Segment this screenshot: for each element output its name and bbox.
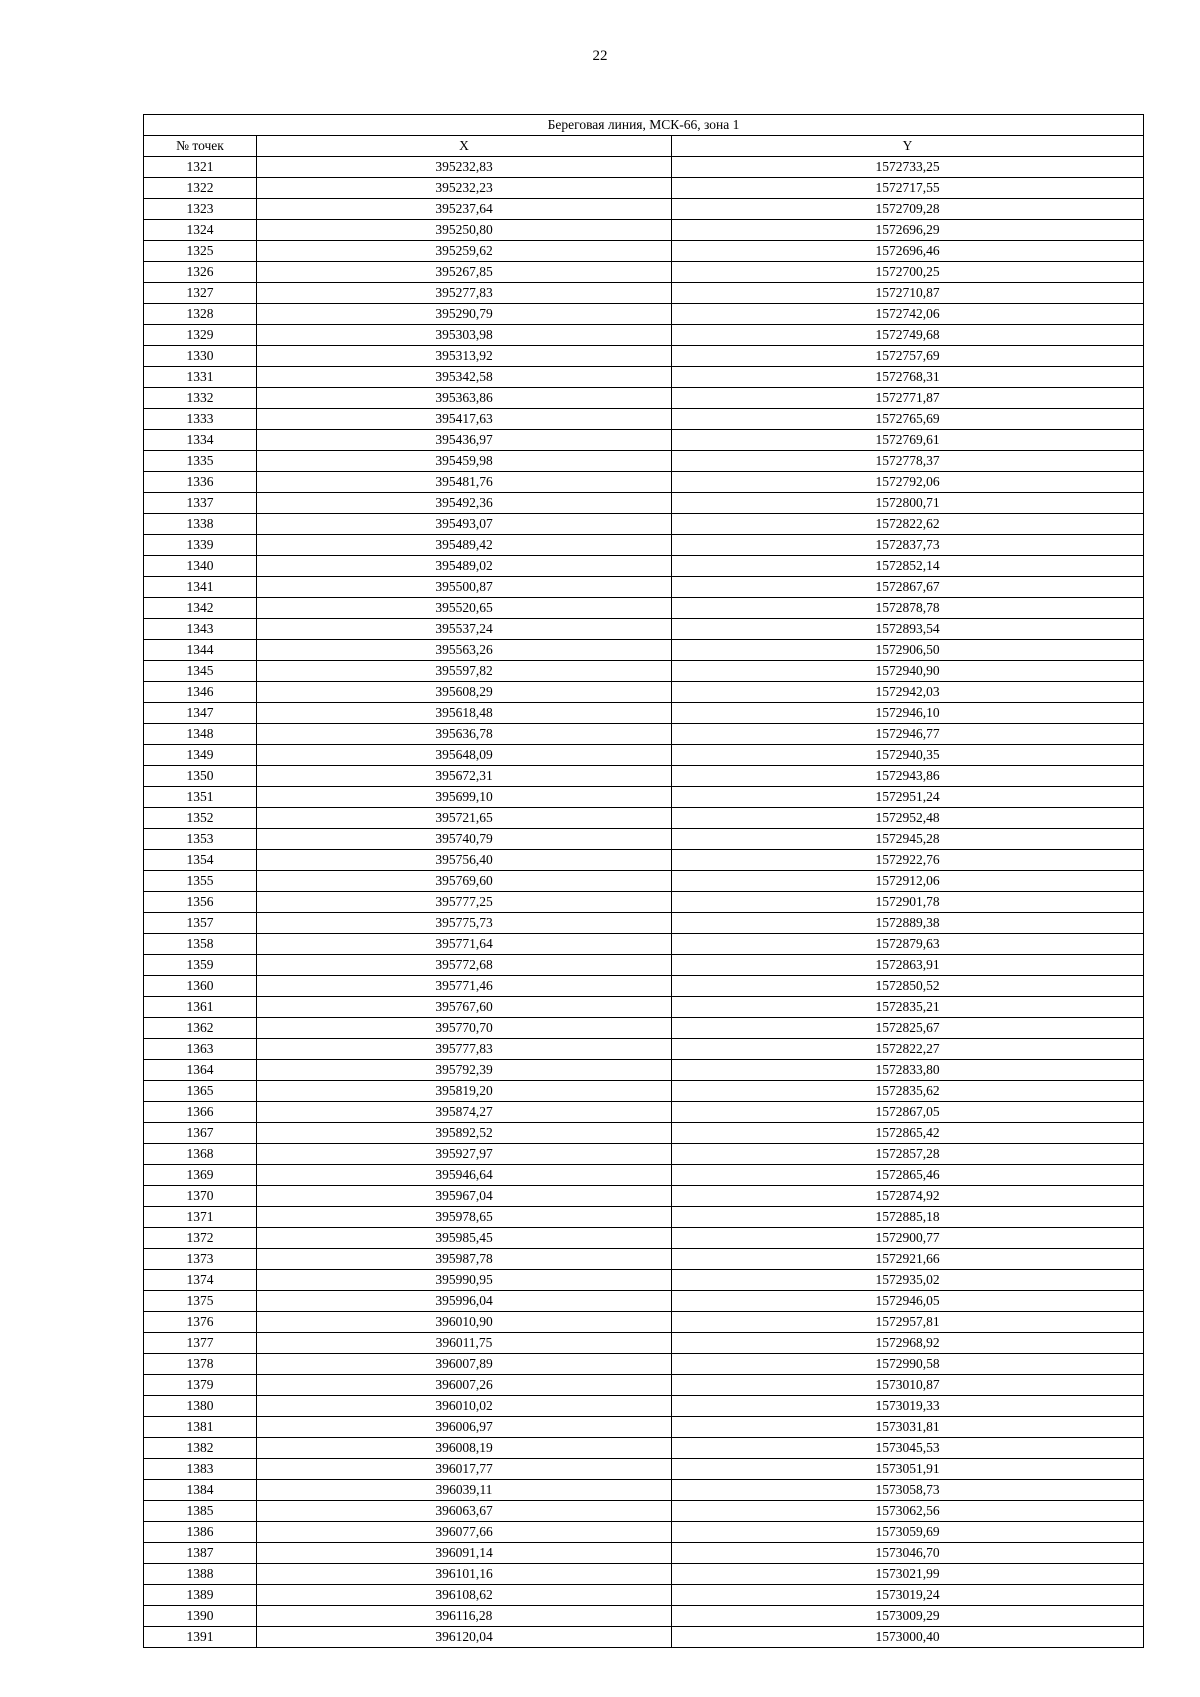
y-cell: 1572792,06	[672, 472, 1144, 493]
table-title-row	[144, 115, 1144, 136]
point-number-cell: 1352	[144, 808, 257, 829]
point-number-cell: 1324	[144, 220, 257, 241]
x-cell: 396101,16	[257, 1564, 672, 1585]
y-cell: 1572912,06	[672, 871, 1144, 892]
table-row	[144, 850, 1144, 871]
point-number-cell: 1363	[144, 1039, 257, 1060]
y-cell: 1572768,31	[672, 367, 1144, 388]
table-row	[144, 1480, 1144, 1501]
point-number-cell: 1358	[144, 934, 257, 955]
point-number-cell: 1368	[144, 1144, 257, 1165]
table-row	[144, 1081, 1144, 1102]
point-number-cell: 1344	[144, 640, 257, 661]
x-cell: 395618,48	[257, 703, 672, 724]
x-cell: 395493,07	[257, 514, 672, 535]
x-cell: 396091,14	[257, 1543, 672, 1564]
x-cell: 395267,85	[257, 262, 672, 283]
y-cell: 1572990,58	[672, 1354, 1144, 1375]
point-number-cell: 1330	[144, 346, 257, 367]
point-number-cell: 1333	[144, 409, 257, 430]
x-cell: 395772,68	[257, 955, 672, 976]
x-cell: 395417,63	[257, 409, 672, 430]
x-cell: 395721,65	[257, 808, 672, 829]
table-row	[144, 892, 1144, 913]
table-row	[144, 661, 1144, 682]
point-number-cell: 1386	[144, 1522, 257, 1543]
table-row	[144, 472, 1144, 493]
y-cell: 1572893,54	[672, 619, 1144, 640]
table-row	[144, 409, 1144, 430]
point-number-cell: 1336	[144, 472, 257, 493]
point-number-cell: 1390	[144, 1606, 257, 1627]
point-number-cell: 1328	[144, 304, 257, 325]
table-row	[144, 1102, 1144, 1123]
y-cell: 1572833,80	[672, 1060, 1144, 1081]
point-number-cell: 1346	[144, 682, 257, 703]
y-cell: 1573009,29	[672, 1606, 1144, 1627]
y-cell: 1572867,05	[672, 1102, 1144, 1123]
point-number-cell: 1359	[144, 955, 257, 976]
y-cell: 1573010,87	[672, 1375, 1144, 1396]
table-row	[144, 640, 1144, 661]
x-cell: 395489,02	[257, 556, 672, 577]
point-number-cell: 1365	[144, 1081, 257, 1102]
point-number-cell: 1378	[144, 1354, 257, 1375]
header-x: X	[257, 136, 672, 157]
table-row	[144, 262, 1144, 283]
x-cell: 395608,29	[257, 682, 672, 703]
table-row	[144, 1228, 1144, 1249]
x-cell: 395892,52	[257, 1123, 672, 1144]
y-cell: 1572733,25	[672, 157, 1144, 178]
table-body	[144, 157, 1144, 1648]
point-number-cell: 1377	[144, 1333, 257, 1354]
x-cell: 396120,04	[257, 1627, 672, 1648]
x-cell: 395967,04	[257, 1186, 672, 1207]
table-row	[144, 178, 1144, 199]
point-number-cell: 1370	[144, 1186, 257, 1207]
x-cell: 395927,97	[257, 1144, 672, 1165]
x-cell: 395792,39	[257, 1060, 672, 1081]
table-row	[144, 220, 1144, 241]
y-cell: 1572922,76	[672, 850, 1144, 871]
y-cell: 1572850,52	[672, 976, 1144, 997]
point-number-cell: 1327	[144, 283, 257, 304]
x-cell: 396017,77	[257, 1459, 672, 1480]
table-row	[144, 1018, 1144, 1039]
point-number-cell: 1360	[144, 976, 257, 997]
table-row	[144, 766, 1144, 787]
x-cell: 395363,86	[257, 388, 672, 409]
point-number-cell: 1331	[144, 367, 257, 388]
x-cell: 395597,82	[257, 661, 672, 682]
point-number-cell: 1325	[144, 241, 257, 262]
y-cell: 1572696,46	[672, 241, 1144, 262]
y-cell: 1572874,92	[672, 1186, 1144, 1207]
point-number-cell: 1379	[144, 1375, 257, 1396]
x-cell: 395436,97	[257, 430, 672, 451]
point-number-cell: 1373	[144, 1249, 257, 1270]
x-cell: 395771,46	[257, 976, 672, 997]
point-number-cell: 1364	[144, 1060, 257, 1081]
y-cell: 1572946,77	[672, 724, 1144, 745]
point-number-cell: 1380	[144, 1396, 257, 1417]
point-number-cell: 1350	[144, 766, 257, 787]
x-cell: 396077,66	[257, 1522, 672, 1543]
y-cell: 1572946,10	[672, 703, 1144, 724]
table-row	[144, 1396, 1144, 1417]
x-cell: 395987,78	[257, 1249, 672, 1270]
y-cell: 1572951,24	[672, 787, 1144, 808]
x-cell: 395481,76	[257, 472, 672, 493]
table-row	[144, 493, 1144, 514]
y-cell: 1572867,67	[672, 577, 1144, 598]
y-cell: 1572885,18	[672, 1207, 1144, 1228]
point-number-cell: 1326	[144, 262, 257, 283]
x-cell: 395459,98	[257, 451, 672, 472]
y-cell: 1572952,48	[672, 808, 1144, 829]
point-number-cell: 1348	[144, 724, 257, 745]
y-cell: 1573058,73	[672, 1480, 1144, 1501]
table-row	[144, 1270, 1144, 1291]
page-number: 22	[592, 48, 608, 64]
x-cell: 395259,62	[257, 241, 672, 262]
table-row	[144, 1354, 1144, 1375]
y-cell: 1572879,63	[672, 934, 1144, 955]
y-cell: 1573031,81	[672, 1417, 1144, 1438]
y-cell: 1572835,21	[672, 997, 1144, 1018]
y-cell: 1572742,06	[672, 304, 1144, 325]
point-number-cell: 1388	[144, 1564, 257, 1585]
table-row	[144, 871, 1144, 892]
point-number-cell: 1374	[144, 1270, 257, 1291]
y-cell: 1572800,71	[672, 493, 1144, 514]
y-cell: 1573019,24	[672, 1585, 1144, 1606]
y-cell: 1572946,05	[672, 1291, 1144, 1312]
y-cell: 1572765,69	[672, 409, 1144, 430]
point-number-cell: 1389	[144, 1585, 257, 1606]
x-cell: 395771,64	[257, 934, 672, 955]
x-cell: 396010,02	[257, 1396, 672, 1417]
table-row	[144, 1123, 1144, 1144]
coordinates-table	[143, 114, 1144, 1648]
table-row	[144, 430, 1144, 451]
point-number-cell: 1356	[144, 892, 257, 913]
y-cell: 1572942,03	[672, 682, 1144, 703]
x-cell: 396108,62	[257, 1585, 672, 1606]
point-number-cell: 1347	[144, 703, 257, 724]
table-row	[144, 1039, 1144, 1060]
table-row	[144, 283, 1144, 304]
x-cell: 395232,83	[257, 157, 672, 178]
table-row	[144, 1186, 1144, 1207]
table-row	[144, 808, 1144, 829]
table-row	[144, 787, 1144, 808]
x-cell: 395648,09	[257, 745, 672, 766]
table-row	[144, 1165, 1144, 1186]
y-cell: 1572710,87	[672, 283, 1144, 304]
y-cell: 1572822,62	[672, 514, 1144, 535]
x-cell: 395769,60	[257, 871, 672, 892]
x-cell: 395777,25	[257, 892, 672, 913]
x-cell: 395996,04	[257, 1291, 672, 1312]
x-cell: 396008,19	[257, 1438, 672, 1459]
point-number-cell: 1371	[144, 1207, 257, 1228]
point-number-cell: 1353	[144, 829, 257, 850]
x-cell: 395232,23	[257, 178, 672, 199]
point-number-cell: 1337	[144, 493, 257, 514]
x-cell: 396116,28	[257, 1606, 672, 1627]
y-cell: 1572837,73	[672, 535, 1144, 556]
y-cell: 1572825,67	[672, 1018, 1144, 1039]
point-number-cell: 1340	[144, 556, 257, 577]
point-number-cell: 1391	[144, 1627, 257, 1648]
y-cell: 1572957,81	[672, 1312, 1144, 1333]
table-row	[144, 619, 1144, 640]
y-cell: 1572901,78	[672, 892, 1144, 913]
table-row	[144, 934, 1144, 955]
table-row	[144, 1606, 1144, 1627]
x-cell: 395492,36	[257, 493, 672, 514]
table-row	[144, 829, 1144, 850]
table-row	[144, 1375, 1144, 1396]
point-number-cell: 1354	[144, 850, 257, 871]
table-header-row	[144, 136, 1144, 157]
y-cell: 1572852,14	[672, 556, 1144, 577]
y-cell: 1573046,70	[672, 1543, 1144, 1564]
y-cell: 1573051,91	[672, 1459, 1144, 1480]
y-cell: 1573045,53	[672, 1438, 1144, 1459]
table-row	[144, 577, 1144, 598]
x-cell: 395500,87	[257, 577, 672, 598]
y-cell: 1572863,91	[672, 955, 1144, 976]
table-row	[144, 1291, 1144, 1312]
table-row	[144, 682, 1144, 703]
point-number-cell: 1367	[144, 1123, 257, 1144]
x-cell: 396007,89	[257, 1354, 672, 1375]
point-number-cell: 1335	[144, 451, 257, 472]
table-row	[144, 913, 1144, 934]
table-row	[144, 1417, 1144, 1438]
x-cell: 395636,78	[257, 724, 672, 745]
table-row	[144, 1627, 1144, 1648]
table-row	[144, 1543, 1144, 1564]
x-cell: 395290,79	[257, 304, 672, 325]
y-cell: 1572749,68	[672, 325, 1144, 346]
table-row	[144, 451, 1144, 472]
y-cell: 1572865,42	[672, 1123, 1144, 1144]
point-number-cell: 1384	[144, 1480, 257, 1501]
table-row	[144, 367, 1144, 388]
y-cell: 1572771,87	[672, 388, 1144, 409]
table-row	[144, 997, 1144, 1018]
table-row	[144, 199, 1144, 220]
point-number-cell: 1341	[144, 577, 257, 598]
point-number-cell: 1322	[144, 178, 257, 199]
point-number-cell: 1385	[144, 1501, 257, 1522]
point-number-cell: 1323	[144, 199, 257, 220]
x-cell: 395819,20	[257, 1081, 672, 1102]
x-cell: 395237,64	[257, 199, 672, 220]
table-row	[144, 304, 1144, 325]
y-cell: 1572889,38	[672, 913, 1144, 934]
y-cell: 1573021,99	[672, 1564, 1144, 1585]
x-cell: 396063,67	[257, 1501, 672, 1522]
table-row	[144, 724, 1144, 745]
header-y: Y	[672, 136, 1144, 157]
point-number-cell: 1338	[144, 514, 257, 535]
y-cell: 1572857,28	[672, 1144, 1144, 1165]
point-number-cell: 1334	[144, 430, 257, 451]
point-number-cell: 1383	[144, 1459, 257, 1480]
point-number-cell: 1349	[144, 745, 257, 766]
point-number-cell: 1376	[144, 1312, 257, 1333]
table-row	[144, 556, 1144, 577]
point-number-cell: 1345	[144, 661, 257, 682]
x-cell: 395740,79	[257, 829, 672, 850]
point-number-cell: 1357	[144, 913, 257, 934]
table-row	[144, 325, 1144, 346]
x-cell: 395985,45	[257, 1228, 672, 1249]
point-number-cell: 1332	[144, 388, 257, 409]
x-cell: 395672,31	[257, 766, 672, 787]
header-point-number: № точек	[144, 136, 257, 157]
x-cell: 396039,11	[257, 1480, 672, 1501]
point-number-cell: 1355	[144, 871, 257, 892]
y-cell: 1572769,61	[672, 430, 1144, 451]
point-number-cell: 1381	[144, 1417, 257, 1438]
point-number-cell: 1369	[144, 1165, 257, 1186]
table-row	[144, 745, 1144, 766]
y-cell: 1572921,66	[672, 1249, 1144, 1270]
x-cell: 395303,98	[257, 325, 672, 346]
point-number-cell: 1382	[144, 1438, 257, 1459]
table-row	[144, 1333, 1144, 1354]
point-number-cell: 1375	[144, 1291, 257, 1312]
x-cell: 395313,92	[257, 346, 672, 367]
x-cell: 395874,27	[257, 1102, 672, 1123]
table-row	[144, 1060, 1144, 1081]
table-row	[144, 1249, 1144, 1270]
x-cell: 395946,64	[257, 1165, 672, 1186]
point-number-cell: 1351	[144, 787, 257, 808]
x-cell: 395250,80	[257, 220, 672, 241]
table-row	[144, 1459, 1144, 1480]
x-cell: 395489,42	[257, 535, 672, 556]
x-cell: 395537,24	[257, 619, 672, 640]
x-cell: 395978,65	[257, 1207, 672, 1228]
x-cell: 395777,83	[257, 1039, 672, 1060]
x-cell: 396011,75	[257, 1333, 672, 1354]
y-cell: 1572709,28	[672, 199, 1144, 220]
y-cell: 1573019,33	[672, 1396, 1144, 1417]
table-row	[144, 1312, 1144, 1333]
x-cell: 395563,26	[257, 640, 672, 661]
x-cell: 395767,60	[257, 997, 672, 1018]
y-cell: 1573059,69	[672, 1522, 1144, 1543]
point-number-cell: 1339	[144, 535, 257, 556]
x-cell: 395699,10	[257, 787, 672, 808]
table-row	[144, 976, 1144, 997]
x-cell: 395770,70	[257, 1018, 672, 1039]
point-number-cell: 1321	[144, 157, 257, 178]
point-number-cell: 1372	[144, 1228, 257, 1249]
table-title: Береговая линия, МСК-66, зона 1	[144, 115, 1144, 136]
y-cell: 1572878,78	[672, 598, 1144, 619]
table-row	[144, 598, 1144, 619]
table-row	[144, 514, 1144, 535]
y-cell: 1572900,77	[672, 1228, 1144, 1249]
x-cell: 395756,40	[257, 850, 672, 871]
point-number-cell: 1361	[144, 997, 257, 1018]
table-row	[144, 346, 1144, 367]
y-cell: 1572835,62	[672, 1081, 1144, 1102]
x-cell: 395775,73	[257, 913, 672, 934]
x-cell: 395342,58	[257, 367, 672, 388]
point-number-cell: 1366	[144, 1102, 257, 1123]
table-row	[144, 1564, 1144, 1585]
y-cell: 1572865,46	[672, 1165, 1144, 1186]
table-row	[144, 388, 1144, 409]
x-cell: 395277,83	[257, 283, 672, 304]
y-cell: 1572935,02	[672, 1270, 1144, 1291]
x-cell: 395990,95	[257, 1270, 672, 1291]
x-cell: 396006,97	[257, 1417, 672, 1438]
table-row	[144, 1207, 1144, 1228]
y-cell: 1573062,56	[672, 1501, 1144, 1522]
y-cell: 1572940,35	[672, 745, 1144, 766]
table-row	[144, 535, 1144, 556]
x-cell: 396007,26	[257, 1375, 672, 1396]
point-number-cell: 1342	[144, 598, 257, 619]
table-row	[144, 1585, 1144, 1606]
y-cell: 1572778,37	[672, 451, 1144, 472]
y-cell: 1572822,27	[672, 1039, 1144, 1060]
point-number-cell: 1387	[144, 1543, 257, 1564]
table-row	[144, 703, 1144, 724]
table-row	[144, 1144, 1144, 1165]
y-cell: 1572757,69	[672, 346, 1144, 367]
table-row	[144, 955, 1144, 976]
y-cell: 1572945,28	[672, 829, 1144, 850]
point-number-cell: 1329	[144, 325, 257, 346]
table-row	[144, 1438, 1144, 1459]
y-cell: 1572940,90	[672, 661, 1144, 682]
y-cell: 1572700,25	[672, 262, 1144, 283]
x-cell: 395520,65	[257, 598, 672, 619]
y-cell: 1573000,40	[672, 1627, 1144, 1648]
table-row	[144, 157, 1144, 178]
y-cell: 1572696,29	[672, 220, 1144, 241]
y-cell: 1572968,92	[672, 1333, 1144, 1354]
point-number-cell: 1362	[144, 1018, 257, 1039]
x-cell: 396010,90	[257, 1312, 672, 1333]
table-row	[144, 241, 1144, 262]
y-cell: 1572906,50	[672, 640, 1144, 661]
y-cell: 1572943,86	[672, 766, 1144, 787]
point-number-cell: 1343	[144, 619, 257, 640]
table-row	[144, 1501, 1144, 1522]
table-row	[144, 1522, 1144, 1543]
y-cell: 1572717,55	[672, 178, 1144, 199]
